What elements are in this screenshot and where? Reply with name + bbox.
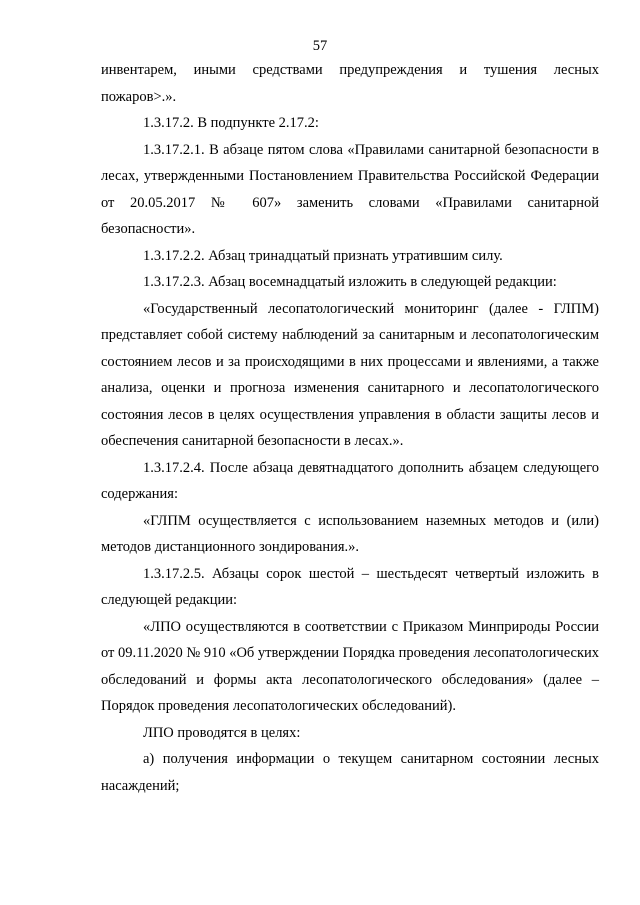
paragraph: а) получения информации о текущем санитарном состоянии лесных насаждений; [101,751,599,794]
paragraph: 1.3.17.2.3. Абзац восемнадцатый изложить в следующей редакции: [143,274,557,290]
page-number: 57 [312,38,328,54]
paragraph: «Государственный лесопатологический мониторинг (далее - ГЛПМ) представляет собой систему наблюдений за санитарным и лесопатологическим состоянием лесов и за происходящими в них процессами и явлениями, а также анализа, оценки и прогноза изменения санитарного и лесопатологического состояния лесов в целях осуществления управления в области защиты лесов и обеспечения санитарной безопасности в лесах.». [101,300,599,449]
paragraph: 1.3.17.2.1. В абзаце пятом слова «Правилами санитарной безопасности в лесах, утвержденными Постановлением Правительства Российской Федерации от 20.05.2017 № 607» заменить словами «Правилами санитарной безопасности». [101,141,599,237]
paragraph: ЛПО проводятся в целях: [143,724,301,741]
paragraph: 1.3.17.2.4. После абзаца девятнадцатого дополнить абзацем следующего содержания: [101,459,599,502]
paragraph: «ГЛПМ осуществляется с использованием наземных методов и (или) методов дистанционного зондирования.». [101,512,599,555]
paragraph: 1.3.17.2.5. Абзацы сорок шестой – шестьдесят четвертый изложить в следующей редакции: [101,565,599,608]
paragraph: «ЛПО осуществляются в соответствии с Приказом Минприроды России от 09.11.2020 № 910 «Об утверждении Порядка проведения лесопатологических обследований и формы акта лесопатологического обследования» (далее – Порядок проведения лесопатологических обследований). [101,618,599,714]
paragraph: инвентарем, иными средствами предупреждения и тушения лесных пожаров>.». [101,62,599,105]
document-body [101,57,599,799]
paragraph: 1.3.17.2. В подпункте 2.17.2: [143,115,319,131]
paragraph: 1.3.17.2.2. Абзац тринадцатый признать утратившим силу. [143,247,503,264]
